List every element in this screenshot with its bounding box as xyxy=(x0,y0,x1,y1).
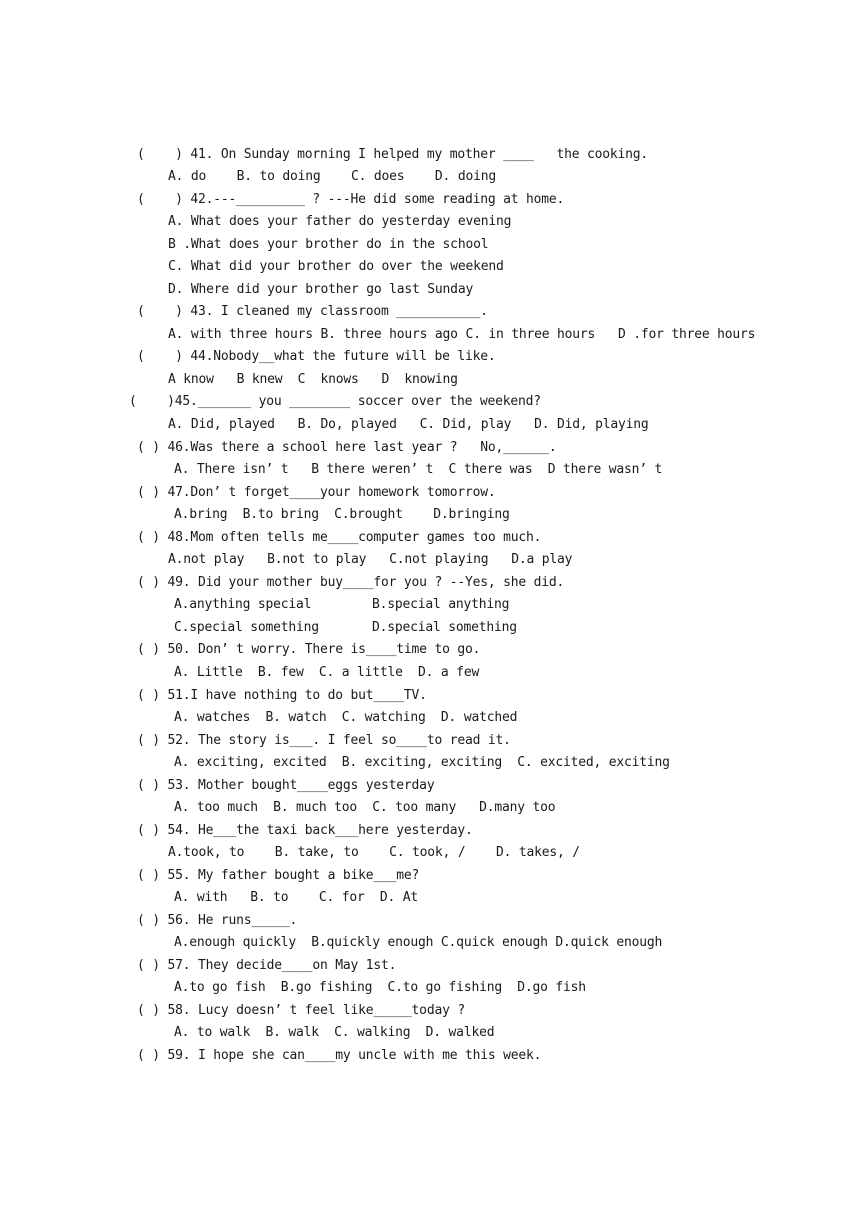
options-54: A.took, to B. take, to C. took, / D. takes, / xyxy=(168,845,580,860)
option-49-a: A.anything special xyxy=(174,597,312,612)
option-42-a: A. What does your father do yesterday evening xyxy=(168,214,512,229)
question-45: ( )45._______ you ________ soccer over the weekend? xyxy=(129,394,541,409)
question-54: ( ) 54. He___the taxi back___here yesterday. xyxy=(137,823,473,838)
question-55: ( ) 55. My father bought a bike___me? xyxy=(137,868,420,883)
options-43: A. with three hours B. three hours ago C. in three hours D .for three hours xyxy=(168,327,756,342)
question-44: ( ) 44.Nobody__what the future will be like. xyxy=(137,349,496,364)
question-49: ( ) 49. Did your mother buy____for you ? --Yes, she did. xyxy=(137,575,565,590)
options-46: A. There isn’ t B there weren’ t C there was D there wasn’ t xyxy=(174,462,663,477)
options-52: A. exciting, excited B. exciting, exciting C. excited, exciting xyxy=(174,755,670,770)
options-55: A. with B. to C. for D. At xyxy=(174,890,419,905)
options-48: A.not play B.not to play C.not playing D.a play xyxy=(168,552,573,567)
question-47: ( ) 47.Don’ t forget____your homework tomorrow. xyxy=(137,485,496,500)
question-42: ( ) 42.---_________ ? ---He did some reading at home. xyxy=(137,192,565,207)
question-46: ( ) 46.Was there a school here last year ? No,______. xyxy=(137,440,557,455)
question-53: ( ) 53. Mother bought____eggs yesterday xyxy=(137,778,435,793)
option-42-b: B .What does your brother do in the school xyxy=(168,237,489,252)
options-45: A. Did, played B. Do, played C. Did, play D. Did, playing xyxy=(168,417,649,432)
question-50: ( ) 50. Don’ t worry. There is____time to go. xyxy=(137,642,481,657)
question-41: ( ) 41. On Sunday morning I helped my mother ____ the cooking. xyxy=(137,147,648,162)
question-43: ( ) 43. I cleaned my classroom ___________. xyxy=(137,304,488,319)
options-56: A.enough quickly B.quickly enough C.quick enough D.quick enough xyxy=(174,935,663,950)
options-57: A.to go fish B.go fishing C.to go fishing D.go fish xyxy=(174,980,586,995)
options-50: A. Little B. few C. a little D. a few xyxy=(174,665,480,680)
question-57: ( ) 57. They decide____on May 1st. xyxy=(137,958,397,973)
options-58: A. to walk B. walk C. walking D. walked xyxy=(174,1025,495,1040)
question-48: ( ) 48.Mom often tells me____computer games too much. xyxy=(137,530,542,545)
question-56: ( ) 56. He runs_____. xyxy=(137,913,298,928)
option-49-d: D.special something xyxy=(372,620,517,635)
option-49-c: C.special something xyxy=(174,620,319,635)
options-53: A. too much B. much too C. too many D.many too xyxy=(174,800,556,815)
options-44: A know B knew C knows D knowing xyxy=(168,372,458,387)
question-52: ( ) 52. The story is___. I feel so____to read it. xyxy=(137,733,511,748)
options-41: A. do B. to doing C. does D. doing xyxy=(168,169,496,184)
question-59: ( ) 59. I hope she can____my uncle with me this week. xyxy=(137,1048,542,1063)
options-47: A.bring B.to bring C.brought D.bringing xyxy=(174,507,510,522)
option-42-d: D. Where did your brother go last Sunday xyxy=(168,282,474,297)
options-51: A. watches B. watch C. watching D. watched xyxy=(174,710,518,725)
question-51: ( ) 51.I have nothing to do but____TV. xyxy=(137,688,427,703)
question-58: ( ) 58. Lucy doesn’ t feel like_____today ? xyxy=(137,1003,465,1018)
option-49-b: B.special anything xyxy=(372,597,510,612)
option-42-c: C. What did your brother do over the weekend xyxy=(168,259,504,274)
